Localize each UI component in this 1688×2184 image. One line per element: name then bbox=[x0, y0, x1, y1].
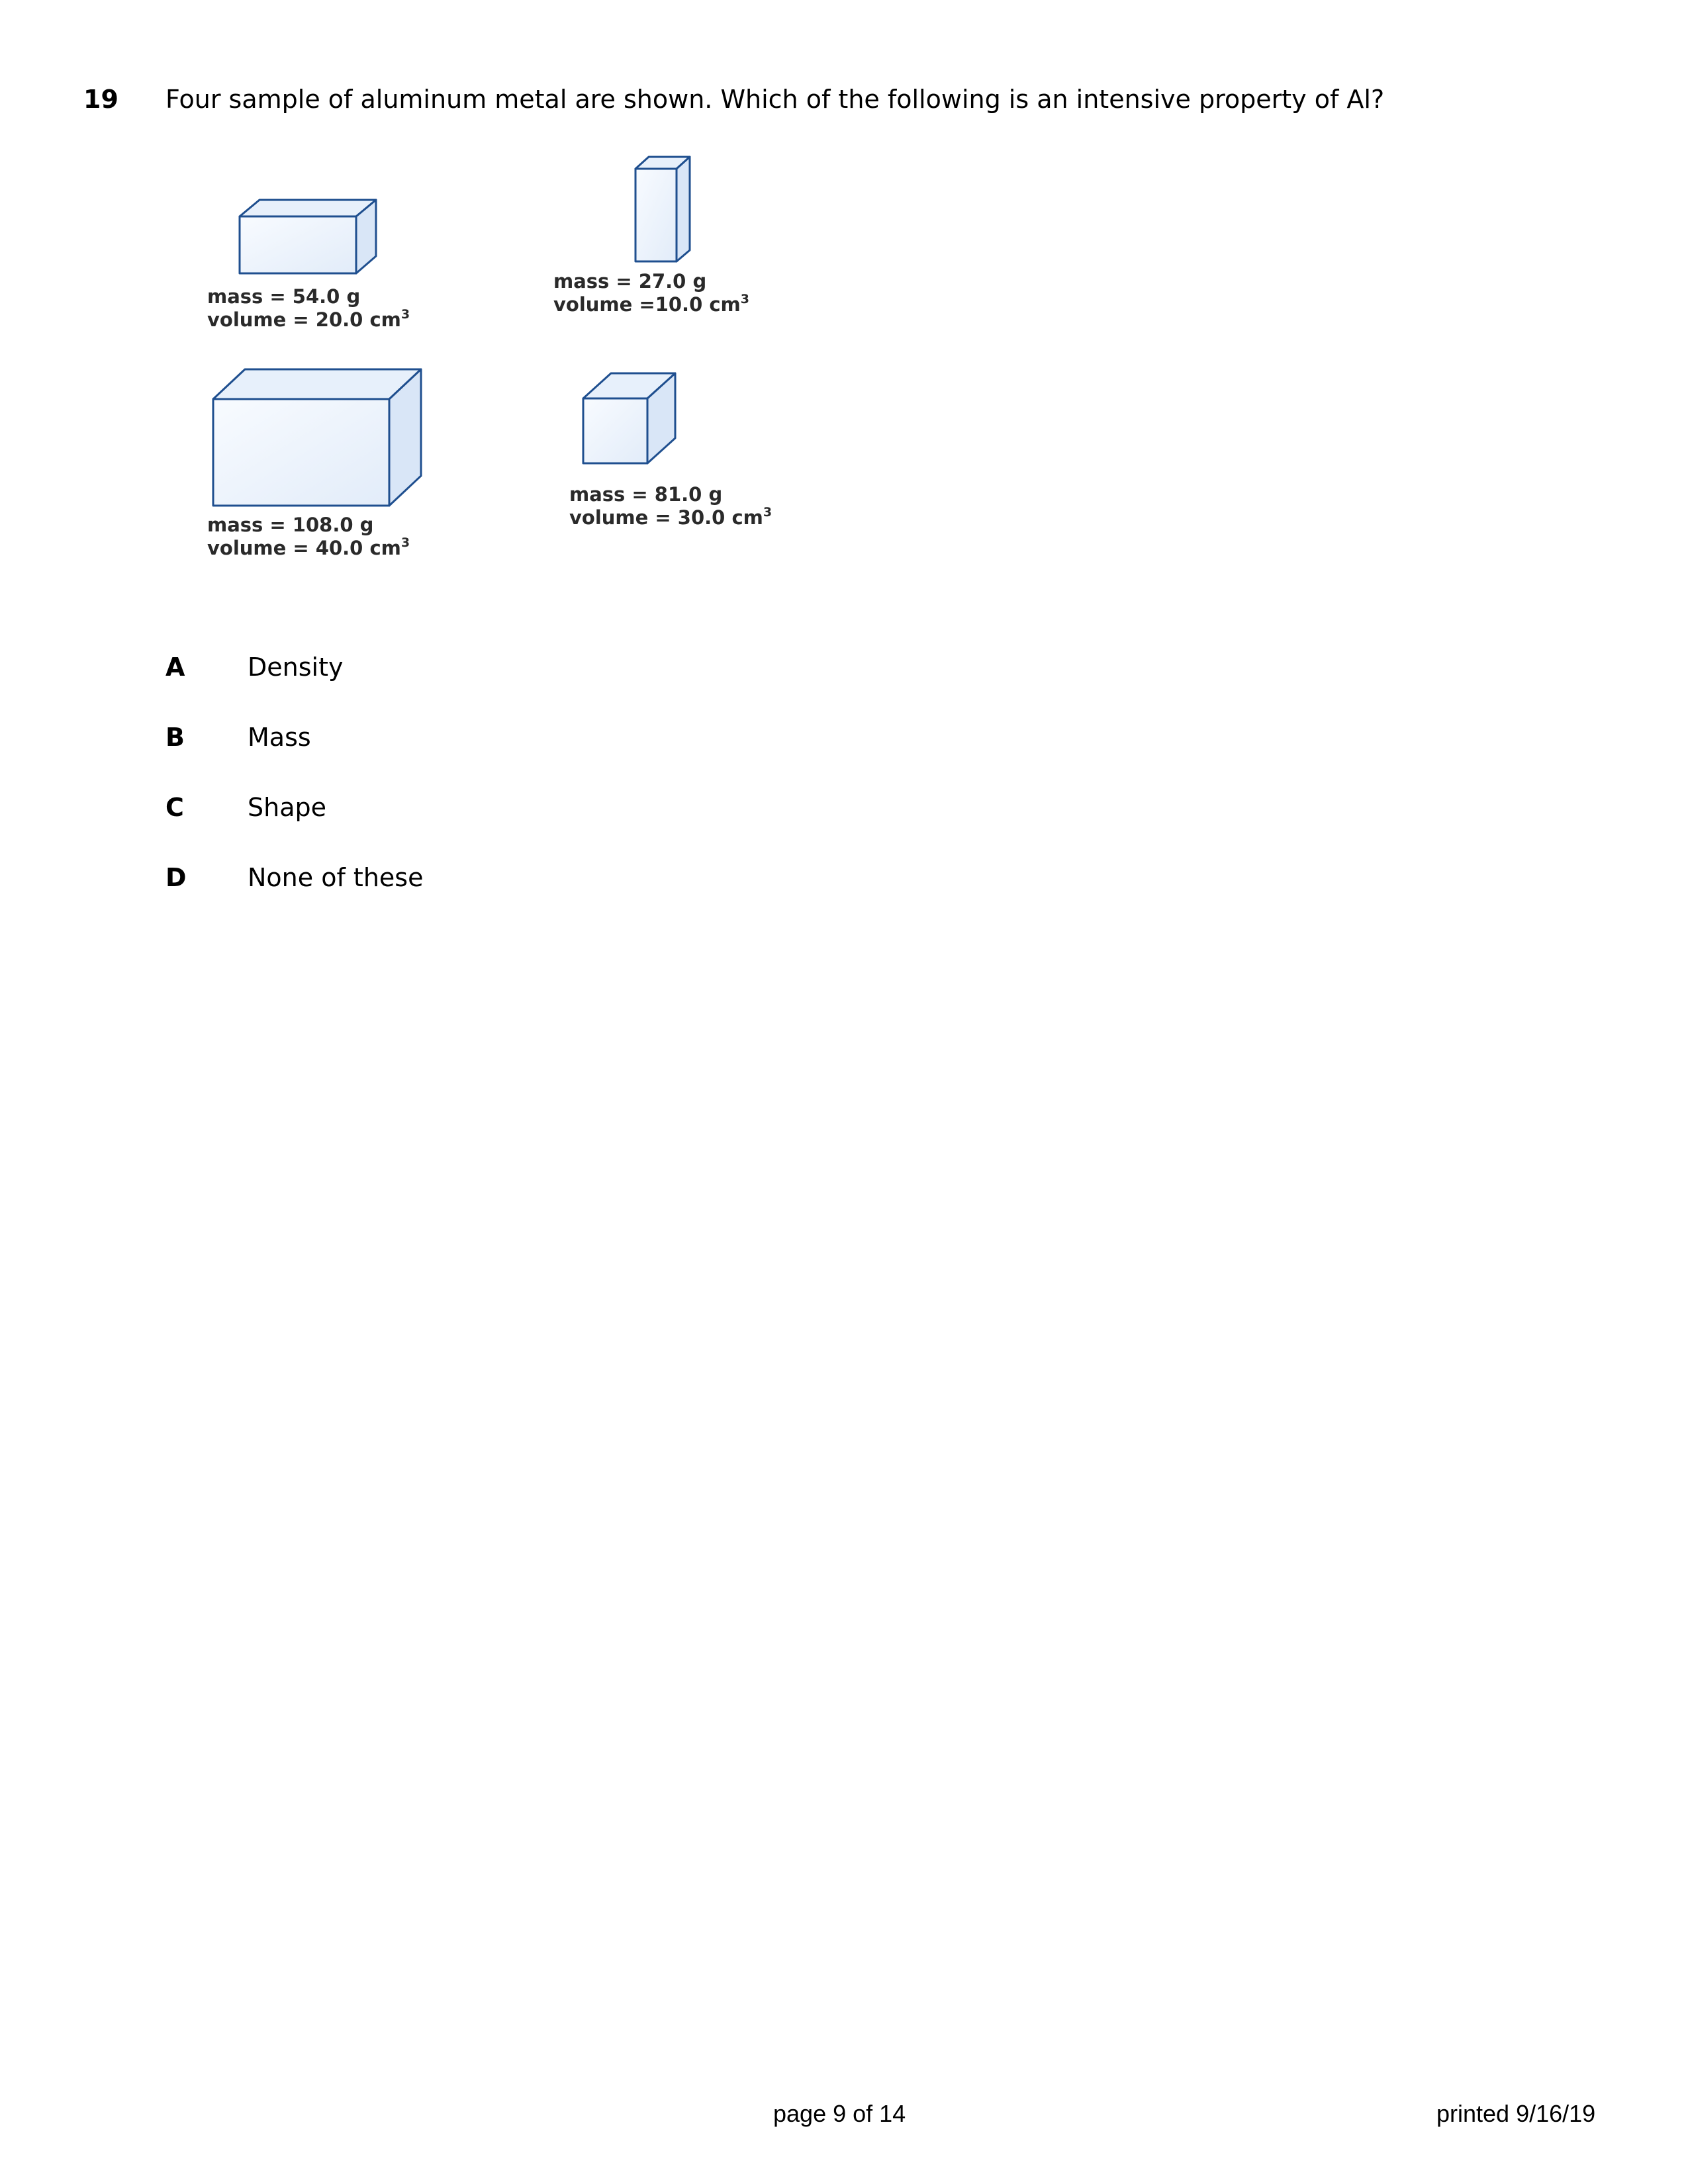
sample-block-1 bbox=[240, 200, 376, 273]
question-number: 19 bbox=[83, 85, 118, 114]
sample-2-volume: volume =10.0 $cm^3$ bbox=[553, 292, 749, 316]
sample-block-3 bbox=[213, 369, 421, 506]
aluminum-samples-figure bbox=[179, 142, 814, 592]
choice-text: None of these bbox=[248, 863, 424, 892]
choice-text: Shape bbox=[248, 793, 326, 822]
sample-4-volume: volume = 30.0 $cm^3$ bbox=[569, 505, 773, 529]
sample-block-2 bbox=[635, 157, 690, 261]
choice-text: Mass bbox=[248, 723, 311, 752]
choice-letter: B bbox=[165, 723, 185, 752]
sample-2-mass: mass = 27.0 g bbox=[553, 270, 707, 293]
choice-letter: C bbox=[165, 793, 184, 822]
sample-1-volume: volume = 20.0 $cm^3$ bbox=[207, 307, 410, 331]
question-text: Four sample of aluminum metal are shown. Which of the following is an intensive property of Al? bbox=[165, 85, 1385, 114]
sample-4-mass: mass = 81.0 g bbox=[569, 483, 723, 506]
printed-date: printed 9/16/19 bbox=[1436, 2100, 1596, 2127]
choice-letter: A bbox=[165, 653, 185, 682]
choice-letter: D bbox=[165, 863, 187, 892]
sample-3-volume: volume = 40.0 $cm^3$ bbox=[207, 535, 410, 559]
sample-1-mass: mass = 54.0 g bbox=[207, 285, 361, 308]
choice-text: Density bbox=[248, 653, 344, 682]
sample-3-mass: mass = 108.0 g bbox=[207, 514, 374, 536]
sample-block-4 bbox=[583, 373, 675, 463]
page-number: page 9 of 14 bbox=[773, 2100, 906, 2127]
